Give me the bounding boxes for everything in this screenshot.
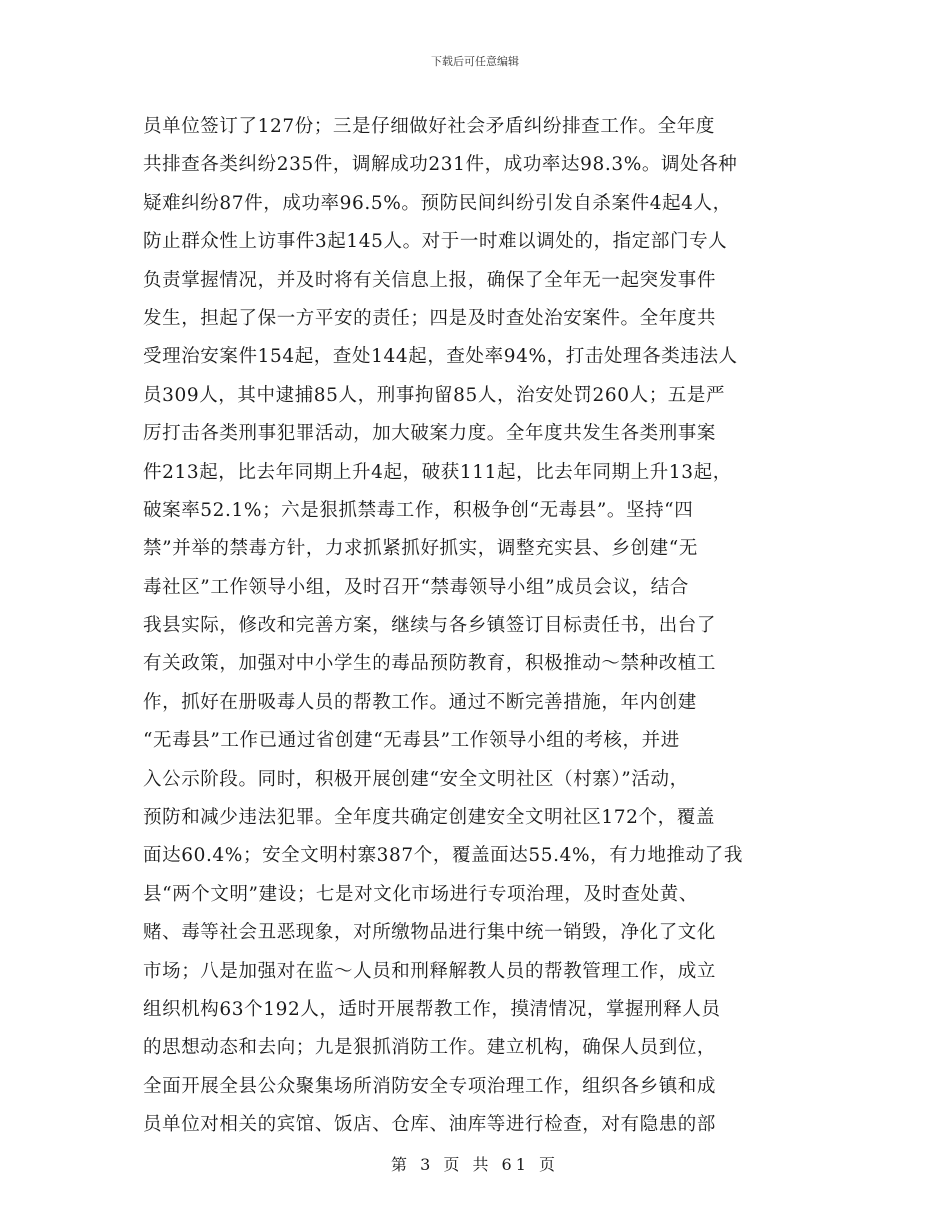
text-line: 防止群众性上访事件3起145人。对于一时难以调处的，指定部门专人 bbox=[143, 231, 728, 253]
text-line: 共排查各类纠纷235件，调解成功231件，成功率达98.3%。调处各种 bbox=[143, 154, 738, 176]
text-line: 我县实际，修改和完善方案，继续与各乡镇签订目标责任书，出台了 bbox=[143, 615, 717, 637]
text-line: 禁”并举的禁毒方针，力求抓紧抓好抓实，调整充实县、乡创建“无 bbox=[143, 538, 698, 560]
text-line: 受理治安案件154起，查处144起，查处率94%，打击处理各类违法人 bbox=[143, 346, 738, 368]
text-line: 件213起，比去年同期上升4起，破获111起，比去年同期上升13起， bbox=[143, 461, 732, 483]
text-line: “无毒县”工作已通过省创建“无毒县”工作领导小组的考核，并进 bbox=[143, 730, 680, 752]
text-line: 发生，担起了保一方平安的责任；四是及时查处治安案件。全年度共 bbox=[143, 307, 717, 329]
text-line: 县“两个文明”建设；七是对文化市场进行专项治理，及时查处黄、 bbox=[143, 883, 698, 905]
text-line: 市场；八是加强对在监～人员和刑释解教人员的帮教管理工作，成立 bbox=[143, 960, 717, 982]
text-line: 全面开展全县公众聚集场所消防安全专项治理工作，组织各乡镇和成 bbox=[143, 1075, 717, 1097]
text-line: 破案率52.1%；六是狠抓禁毒工作，积极争创“无毒县”。坚持“四 bbox=[143, 499, 694, 521]
text-line: 员单位签订了127份；三是仔细做好社会矛盾纠纷排查工作。全年度 bbox=[143, 116, 715, 137]
text-line: 毒社区”工作领导小组，及时召开“禁毒领导小组”成员会议，结合 bbox=[143, 576, 689, 598]
text-line: 作，抓好在册吸毒人员的帮教工作。通过不断完善措施，年内创建 bbox=[143, 691, 697, 713]
text-line: 组织机构63个192人，适时开展帮教工作，摸清情况，掌握刑释人员 bbox=[143, 998, 721, 1020]
text-line: 预防和减少违法犯罪。全年度共确定创建安全文明社区172个，覆盖 bbox=[143, 807, 715, 829]
text-line: 有关政策，加强对中小学生的毒品预防教育，积极推动～禁种改植工 bbox=[143, 653, 717, 675]
text-line: 员单位对相关的宾馆、饭店、仓库、油库等进行检查，对有隐患的部 bbox=[143, 1114, 717, 1136]
text-line: 的思想动态和去向；九是狠抓消防工作。建立机构，确保人员到位， bbox=[143, 1037, 717, 1059]
text-line: 面达60.4%；安全文明村寨387个，覆盖面达55.4%，有力地推动了我 bbox=[143, 845, 743, 867]
text-line: 入公示阶段。同时，积极开展创建“安全文明社区（村寨）”活动， bbox=[143, 768, 689, 790]
text-line: 负责掌握情况，并及时将有关信息上报，确保了全年无一起突发事件 bbox=[143, 269, 717, 291]
text-line: 疑难纠纷87件，成功率96.5%。预防民间纠纷引发自杀案件4起4人， bbox=[143, 192, 732, 214]
text-line: 赌、毒等社会丑恶现象，对所缴物品进行集中统一销毁，净化了文化 bbox=[143, 922, 717, 944]
page-number-footer: 第 3 页 共 61 页 bbox=[391, 1155, 559, 1174]
text-line: 员309人，其中逮捕85人，刑事拘留85人，治安处罚260人；五是严 bbox=[143, 384, 726, 406]
body-text bbox=[143, 108, 803, 1145]
text-line: 厉打击各类刑事犯罪活动，加大破案力度。全年度共发生各类刑事案 bbox=[143, 423, 717, 445]
page-header: 下载后可任意编辑 bbox=[431, 55, 519, 68]
